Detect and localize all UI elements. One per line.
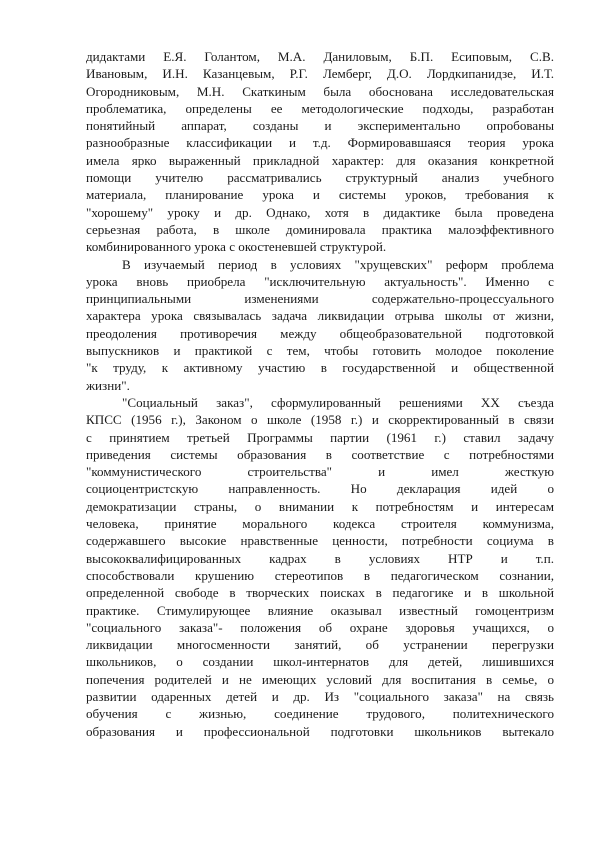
text-line: содержавшего высокие нравственные ценности, потребности социума в: [86, 533, 554, 549]
text-line: жизни".: [86, 377, 130, 393]
text-line: "к труду, к активному участию в государственной и общественной: [86, 360, 554, 376]
text-line: социоцентристскую направленность. Но декларация идей о: [86, 481, 554, 497]
text-line: помощи учителю рассматривались структурный анализ учебного: [86, 170, 554, 186]
text-line: способствовали крушению стереотипов в педагогическом сознании,: [86, 567, 554, 583]
text-line: выпускников и практикой с тем, чтобы готовить молодое поколение: [86, 343, 554, 359]
text-line: школьников, о создании школ-интернатов для детей, лишившихся: [86, 654, 554, 670]
text-line: принципиальными изменениями содержательно-процессуального: [86, 291, 554, 307]
text-line: серьезная работа, в школе доминировала практика малоэффективного: [86, 221, 554, 237]
text-line: урока вновь приобрела "исключительную актуальность". Именно с: [86, 273, 554, 289]
text-line: "Социальный заказ", сформулированный решениями XX съезда: [122, 394, 554, 410]
text-line: высококвалифицированных кадрах в условиях НТР и т.п.: [86, 550, 554, 566]
text-line: "коммунистического строительства" и имел жесткую: [86, 464, 554, 480]
text-line: практике. Стимулирующее влияние оказывал известный гомоцентризм: [86, 602, 554, 618]
text-line: разнообразные классификации и т.д. Формировавшаяся теория урока: [86, 135, 554, 151]
text-line: материала, планирование урока и системы уроков, требования к: [86, 187, 554, 203]
text-line: "хорошему" уроку и др. Однако, хотя в дидактике была проведена: [86, 204, 554, 220]
text-line: комбинированного урока с окостеневшей структурой.: [86, 239, 387, 255]
text-line: образования и профессиональной подготовки школьников вытекало: [86, 723, 554, 739]
text-line: дидактами Е.Я. Голантом, М.А. Даниловым, Б.П. Есиповым, С.В.: [86, 49, 554, 64]
text-line: В изучаемый период в условиях "хрущевских" реформ проблема: [122, 256, 554, 272]
text-line: Ивановым, И.Н. Казанцевым, Р.Г. Лемберг, Д.О. Лордкипанидзе, И.Т.: [86, 66, 554, 82]
text-line: характера урока связывалась задача ликвидации отрыва школы от жизни,: [86, 308, 554, 324]
text-line: имела ярко выраженный прикладной характер: для оказания конкретной: [86, 152, 554, 168]
text-line: демократизации страны, о внимании к потребностям и интересам: [86, 498, 554, 514]
text-line: с принятием третьей Программы партии (1961 г.) ставил задачу: [86, 429, 554, 445]
text-line: обучения с жизнью, соединение трудового, политехнического: [86, 706, 554, 722]
text-line: КПСС (1956 г.), Законом о школе (1958 г.) и скорректированный в связи: [86, 412, 554, 428]
text-line: преодоления противоречия между общеобразовательной подготовкой: [86, 325, 554, 341]
text-line: приведения системы образования в соответствие с потребностями: [86, 446, 554, 462]
text-line: проблематика, определены ее методологические подходы, разработан: [86, 100, 554, 116]
body-text: [86, 48, 554, 740]
text-line: "социального заказа"- положения об охране здоровья учащихся, о: [86, 619, 554, 635]
text-line: развитии одаренных детей и др. Из "социального заказа" на связь: [86, 688, 554, 704]
text-line: ликвидации многосменности занятий, об устранении перегрузки: [86, 637, 554, 653]
text-line: человека, принятие морального кодекса строителя коммунизма,: [86, 516, 554, 532]
text-line: попечения родителей и не имеющих условий для воспитания в семье, о: [86, 671, 554, 687]
text-line: понятийный аппарат, созданы и экспериментально опробованы: [86, 118, 554, 134]
text-line: определенной свободе в творческих поисках в педагогике и в школьной: [86, 585, 554, 601]
text-line: Огородниковым, М.Н. Скаткиным была обоснована исследовательская: [86, 83, 554, 99]
